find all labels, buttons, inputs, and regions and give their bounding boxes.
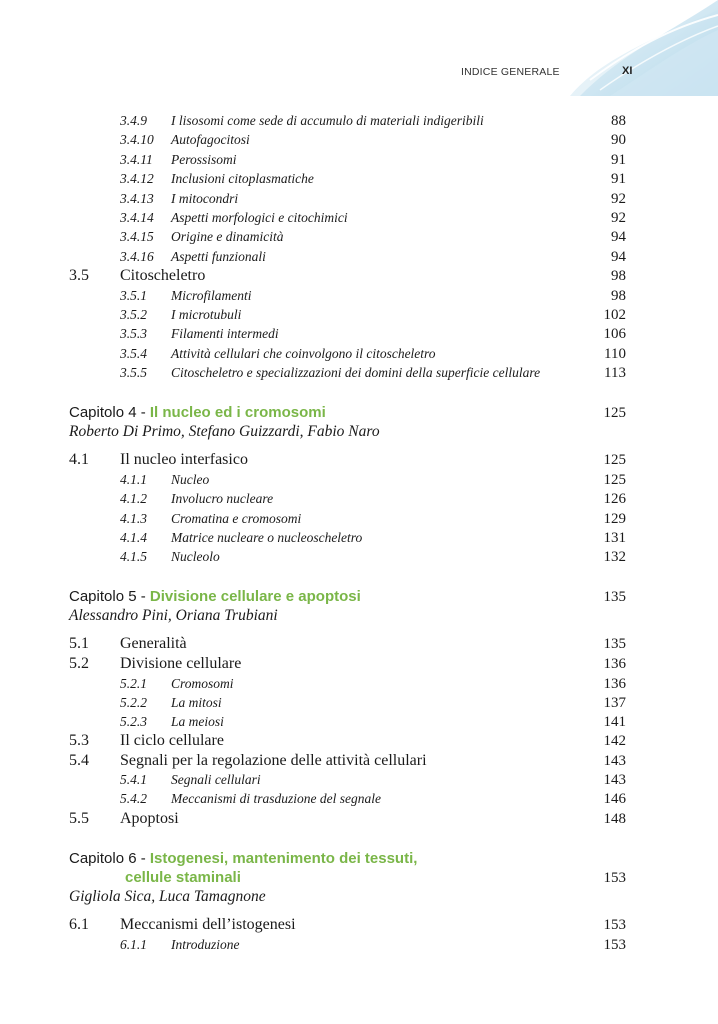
toc-entry <box>0 528 718 548</box>
chapter-5-heading <box>69 588 361 606</box>
toc-entry-number: 5.3 <box>69 732 89 749</box>
toc-entry-number: 3.5.3 <box>120 326 147 342</box>
toc-entry-page: 129 <box>603 511 626 527</box>
toc-entry <box>0 547 718 567</box>
toc-entry-number: 3.5.5 <box>120 365 147 381</box>
toc-entry-title: Meccanismi di trasduzione del segnale <box>171 791 381 806</box>
toc-entry-title: Segnali cellulari <box>171 772 261 787</box>
toc-entry <box>0 266 718 286</box>
toc-entry-page: 91 <box>611 151 626 168</box>
chapter-5-title: Divisione cellulare e apoptosi <box>149 588 361 605</box>
toc-entry-page: 143 <box>603 753 626 769</box>
toc-entry-title: Matrice nucleare o nucleoscheletro <box>171 530 363 545</box>
toc-entry-page: 135 <box>603 636 626 652</box>
toc-entry-title: Inclusioni citoplasmatiche <box>171 171 314 187</box>
chapter-6-authors: Gigliola Sica, Luca Tamagnone <box>69 888 266 905</box>
toc-entry-number: 5.4 <box>69 752 89 769</box>
chapter-4-authors: Roberto Di Primo, Stefano Guizzardi, Fabio Naro <box>69 423 380 440</box>
toc-entry-title: Attività cellulari che coinvolgono il citoscheletro <box>171 345 436 361</box>
toc-entry-number: 3.5.4 <box>120 345 147 361</box>
toc-entry <box>0 247 718 267</box>
toc-entry-number: 4.1.4 <box>120 530 147 545</box>
toc-entry-number: 3.4.13 <box>120 190 154 206</box>
toc-entry-title: Il nucleo interfasico <box>120 451 248 468</box>
toc-entry-number: 4.1.5 <box>120 549 147 564</box>
toc-entry <box>0 208 718 228</box>
toc-entry <box>0 450 718 470</box>
chapter-4-page: 125 <box>603 405 626 421</box>
toc-entry <box>0 634 718 654</box>
decorative-wave <box>570 0 718 96</box>
toc-entry-number: 3.4.15 <box>120 229 154 245</box>
toc-entry-page: 136 <box>603 656 626 672</box>
toc-entry-page: 136 <box>603 676 626 692</box>
toc-entry <box>0 751 718 771</box>
toc-entry <box>0 344 718 364</box>
toc-entry-title: Nucleo <box>171 472 210 487</box>
toc-entry <box>0 111 718 131</box>
toc-entry-title: Apoptosi <box>120 810 179 827</box>
toc-entry-number: 4.1.3 <box>120 511 147 526</box>
toc-entry-title: Involucro nucleare <box>171 491 274 506</box>
toc-entry-page: 90 <box>611 132 626 149</box>
toc-entry-page: 153 <box>603 917 626 933</box>
chapter-5-page: 135 <box>603 589 626 605</box>
toc-entry-number: 5.2.2 <box>120 695 147 710</box>
toc-entry-page: 132 <box>603 549 626 565</box>
chapter-5-authors: Alessandro Pini, Oriana Trubiani <box>69 607 278 624</box>
toc-entry-number: 5.4.1 <box>120 772 147 787</box>
chapter-5-label: Capitolo 5 - <box>69 588 150 605</box>
toc-entry-title: Aspetti funzionali <box>171 248 266 264</box>
toc-entry-page: 113 <box>604 365 626 382</box>
toc-entry-page: 137 <box>603 695 626 711</box>
toc-entry-title: La mitosi <box>171 695 222 710</box>
chapter-4-title: Il nucleo ed i cromosomi <box>149 404 326 421</box>
toc-entry <box>0 654 718 674</box>
toc-entry-page: 98 <box>611 287 626 304</box>
toc-entry-title: Citoscheletro <box>120 267 206 285</box>
page-number: XI <box>622 65 633 77</box>
running-header: INDICE GENERALE <box>461 66 560 78</box>
chapter-6-heading-line2 <box>125 869 241 887</box>
toc-entry-number: 5.2.1 <box>120 676 147 691</box>
toc-entry-page: 102 <box>603 307 626 323</box>
toc-entry <box>0 470 718 490</box>
toc-entry-number: 5.2 <box>69 655 89 672</box>
toc-entry-number: 3.4.11 <box>120 151 153 167</box>
toc-entry-title: Autofagocitosi <box>171 132 250 148</box>
chapter-6-title-line2: cellule staminali <box>125 869 241 886</box>
toc-entry <box>0 770 718 790</box>
toc-entry <box>0 731 718 751</box>
toc-entry-number: 4.1.1 <box>120 472 147 487</box>
toc-entry-title: Nucleolo <box>171 549 220 564</box>
toc-entry-page: 92 <box>611 210 626 226</box>
toc-entry-page: 126 <box>603 491 626 507</box>
toc-entry-page: 91 <box>611 171 626 188</box>
chapter-6-title-line1: Istogenesi, mantenimento dei tessuti, <box>149 850 418 867</box>
toc-entry-title: Divisione cellulare <box>120 655 242 672</box>
toc-entry <box>0 305 718 325</box>
toc-entry-page: 142 <box>603 733 626 749</box>
toc-entry-number: 3.5.2 <box>120 307 147 322</box>
toc-entry <box>0 169 718 189</box>
toc-entry-title: Aspetti morfologici e citochimici <box>171 210 348 225</box>
toc-entry-title: I mitocondri <box>171 190 239 206</box>
chapter-6-label: Capitolo 6 - <box>69 850 150 867</box>
toc-entry-number: 5.2.3 <box>120 714 147 729</box>
toc-entry-number: 6.1 <box>69 916 89 933</box>
toc-entry <box>0 915 718 935</box>
toc-entry <box>0 693 718 713</box>
toc-entry-title: Origine e dinamicità <box>171 229 284 245</box>
toc-entry <box>0 935 718 955</box>
toc-entry-number: 3.4.16 <box>120 248 154 264</box>
chapter-4-label: Capitolo 4 - <box>69 404 150 421</box>
toc-entry-number: 3.4.10 <box>120 132 154 148</box>
toc-entry <box>0 712 718 732</box>
toc-entry-title: Cromosomi <box>171 676 234 691</box>
toc-entry-title: La meiosi <box>171 714 224 729</box>
toc-entry <box>0 324 718 344</box>
toc-entry-title: Meccanismi dell’istogenesi <box>120 916 296 933</box>
toc-entry-title: Il ciclo cellulare <box>120 732 224 749</box>
toc-entry-number: 6.1.1 <box>120 937 147 952</box>
toc-entry <box>0 809 718 829</box>
toc-entry-page: 125 <box>603 452 626 468</box>
toc-entry-title: Citoscheletro e specializzazioni dei domini della superficie cellulare <box>171 365 541 381</box>
toc-entry-number: 3.4.14 <box>120 210 154 225</box>
chapter-4-heading <box>69 404 326 422</box>
toc-entry-page: 143 <box>603 772 626 788</box>
toc-entry-page: 98 <box>611 268 626 285</box>
toc-entry-title: I microtubuli <box>171 307 242 322</box>
toc-entry-number: 3.4.9 <box>120 113 147 128</box>
toc-entry-number: 4.1.2 <box>120 491 147 506</box>
toc-entry-page: 94 <box>611 229 626 246</box>
toc-entry <box>0 286 718 306</box>
toc-entry <box>0 150 718 170</box>
toc-entry-page: 106 <box>603 326 626 343</box>
toc-entry-page: 125 <box>603 472 626 488</box>
toc-entry-title: Perossisomi <box>171 151 237 167</box>
chapter-6-heading <box>69 850 417 868</box>
toc-entry <box>0 674 718 694</box>
toc-entry-number: 5.1 <box>69 635 89 652</box>
toc-entry-number: 5.5 <box>69 810 89 827</box>
toc-entry-page: 146 <box>603 791 626 807</box>
toc-entry-number: 4.1 <box>69 451 89 468</box>
toc-entry <box>0 189 718 209</box>
toc-entry-title: Microfilamenti <box>171 287 252 303</box>
toc-entry-number: 3.4.12 <box>120 171 154 187</box>
toc-entry-page: 92 <box>611 190 626 207</box>
toc-entry-page: 110 <box>604 345 626 362</box>
toc-entry-title: Generalità <box>120 635 187 652</box>
toc-entry-page: 148 <box>603 811 626 827</box>
toc-entry-page: 94 <box>611 248 626 265</box>
toc-entry <box>0 130 718 150</box>
toc-entry-title: Introduzione <box>171 937 240 952</box>
toc-entry-title: I lisosomi come sede di accumulo di materiali indigeribili <box>171 113 484 128</box>
toc-entry-page: 88 <box>611 113 626 129</box>
toc-entry-title: Cromatina e cromosomi <box>171 511 302 526</box>
toc-entry-number: 5.4.2 <box>120 791 147 806</box>
toc-entry-title: Segnali per la regolazione delle attività cellulari <box>120 752 427 769</box>
toc-entry <box>0 489 718 509</box>
toc-entry-page: 153 <box>603 937 626 953</box>
toc-entry <box>0 509 718 529</box>
toc-entry-page: 141 <box>603 714 626 730</box>
toc-entry-number: 3.5 <box>69 267 89 285</box>
toc-entry <box>0 789 718 809</box>
toc-entry-page: 131 <box>603 530 626 546</box>
toc-entry-number: 3.5.1 <box>120 287 147 303</box>
toc-entry <box>0 227 718 247</box>
toc-entry <box>0 363 718 383</box>
toc-entry-title: Filamenti intermedi <box>171 326 279 342</box>
chapter-6-page: 153 <box>603 870 626 886</box>
